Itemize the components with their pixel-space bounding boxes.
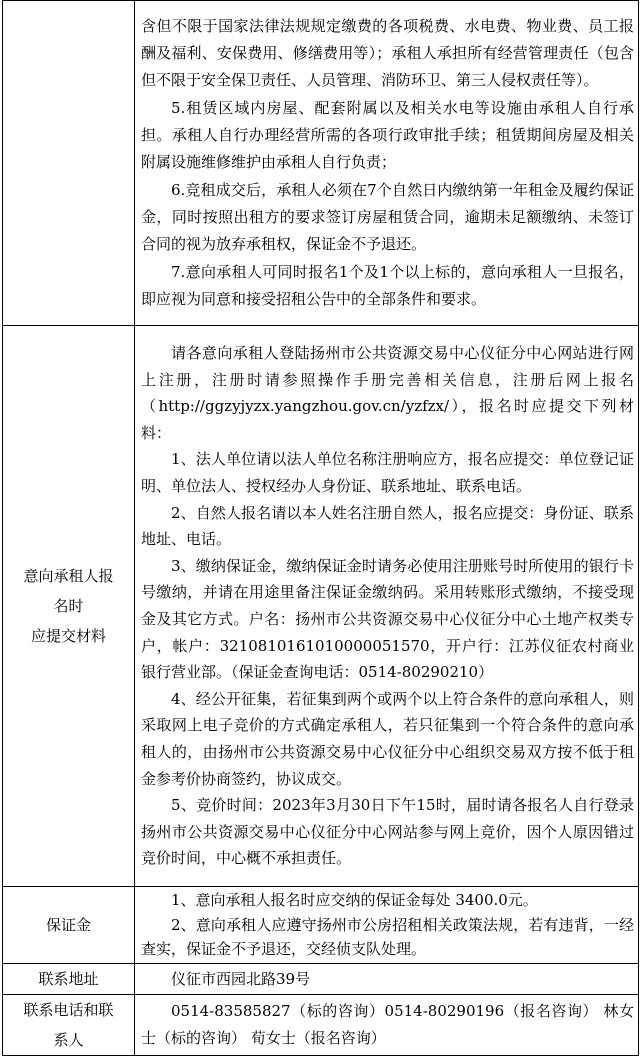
materials-label [3,326,135,887]
conditions-row [3,1,639,326]
address-label: 联系地址 [3,964,135,995]
address-row [3,964,639,995]
condition-item-6: 6.竞租成交后，承租人必须在7个自然日内缴纳第一年租金及履约保证金，同时按照出租方的要求签订房屋租赁合同，逾期未足额缴纳、未签订合同的视为放弃承租权，保证金不予退还。 [141,180,634,254]
materials-item-3: 3、缴纳保证金，缴纳保证金时请务必使用注册账号时所使用的银行卡号缴纳，并请在用途里备注保证金缴纳码。采用转账形式缴纳，不接受现金及其它方式。户名：扬州市公共资源交易中心仪征分中心土地产权类专户，帐户：3210810161010000051570，开户行：江苏仪征农村商业银行营业部。（保证金查询电话：0514-80290210） [141,556,634,682]
conditions-intro-text: 含但不限于国家法律法规规定缴费的各项税费、水电费、物业费、员工报酬及福利、安保费用、修缮费用等）；承租人承担所有经营管理责任（包含但不限于安全保卫责任、人员管理、消防环卫、第三人侵权责任等）。 [141,16,634,90]
materials-intro-text: 请各意向承租人登陆扬州市公共资源交易中心仪征分中心网站进行网上注册，注册时请参照操作手册完善相关信息，注册后网上报名（http://ggzyjyzx.yangzhou.gov.cn/yzfzx/），报名时应提交下列材料： [141,344,634,442]
deposit-row [3,887,639,964]
contact-content [135,995,639,1056]
materials-item-5: 5、竞价时间：2023年3月30日下午15时，届时请各报名人自行登录扬州市公共资源交易中心仪征分中心网站参与网上竞价，因个人原因错过竞价时间，中心概不承担责任。 [141,796,634,868]
condition-item-7: 7.意向承租人可同时报名1个及1个以上标的，意向承租人一旦报名，即应视为同意和接受招租公告中的全部条件和要求。 [141,262,634,308]
materials-item-1: 1、法人单位请以法人单位名称注册响应方，报名应提交：单位登记证明、单位法人、授权经办人身份证、联系地址、联系电话。 [141,450,634,496]
condition-item-5: 5.租赁区域内房屋、配套附属以及相关水电等设施由承租人自行承担。承租人自行办理经营所需的各项行政审批手续；租赁期间房屋及相关附属设施维修维护由承租人自行负责； [141,98,634,172]
materials-item-2: 2、自然人报名请以本人姓名注册自然人，报名应提交：身份证、联系地址、电话。 [141,503,634,549]
materials-label-line1: 意向承租人报 [23,567,114,585]
deposit-content [135,887,639,964]
address-content [135,964,639,995]
contact-row [3,995,639,1056]
materials-row [3,326,639,887]
notice-table [2,0,639,1056]
contact-label-line2: 系人 [53,1031,84,1049]
materials-label-line2: 名时 [53,597,84,615]
contact-value: 0514-83585827（标的咨询）0514-80290196（报名咨询） 林女士（标的咨询） 荀女士（报名咨询） [141,1002,634,1047]
deposit-item-2: 2、意向承租人应遵守扬州市公房招租相关政策法规，若有违背，一经查实，保证金不予退还，交经侦支队处理。 [141,915,634,959]
materials-content [135,326,639,887]
contact-label [3,995,135,1056]
materials-label-line3: 应提交材料 [30,627,106,645]
materials-item-4: 4、经公开征集，若征集到两个或两个以上符合条件的意向承租人，则采取网上电子竞价的方式确定承租人，若只征集到一个符合条件的意向承租人的，由扬州市公共资源交易中心仪征分中心组织交易双方按不低于租金参考价协商签约，协议成交。 [141,689,634,788]
deposit-item-1: 1、意向承租人报名时应交纳的保证金每处 3400.0元。 [171,891,538,910]
conditions-content [135,1,639,326]
conditions-label-cell [3,1,135,326]
deposit-label: 保证金 [3,887,135,964]
address-value: 仪征市西园北路39号 [171,970,311,988]
contact-label-line1: 联系电话和联 [23,1001,114,1019]
